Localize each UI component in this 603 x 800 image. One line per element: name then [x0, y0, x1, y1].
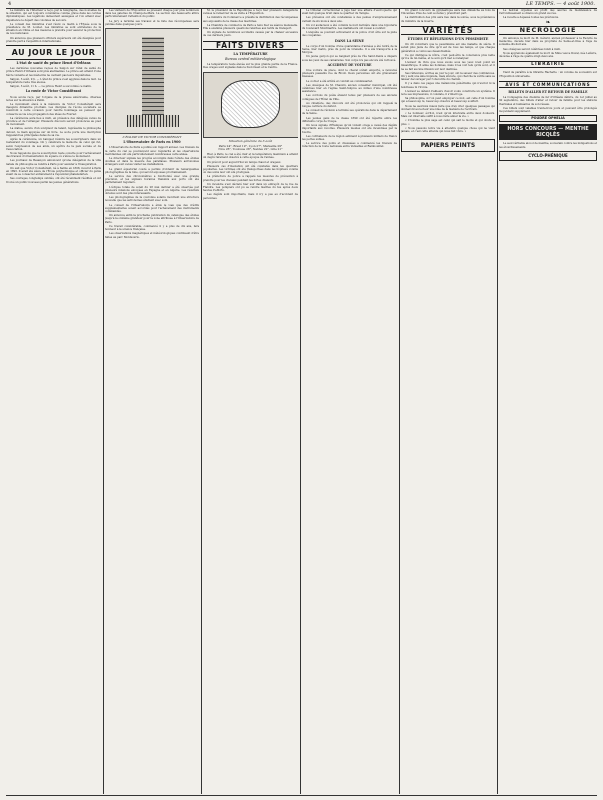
- section-title-faits-divers: FAITS DIVERS: [203, 41, 298, 50]
- section-title-au-jour-le-jour: AU JOUR LE JOUR: [6, 45, 101, 60]
- section-title-varietes: VARIÉTÉS: [401, 26, 495, 35]
- subheading-billets: BILLETS D'ALLER ET RETOUR DE FAMILLE: [508, 90, 588, 95]
- monument-illustration: [105, 28, 199, 134]
- temperature-row: Nice 26°, Toulouse 28°, Nantes 22°, Lille 21°: [218, 147, 283, 152]
- subheading-bureau-meteo: Bureau central météorologique: [225, 57, 276, 62]
- map-caption: Situation générale du 3 août: [228, 138, 273, 143]
- ad-menthe-ricqles: HORS CONCOURS — MENTHE RICQLÈS: [499, 124, 597, 140]
- column-5: Un grand concours de gymnastique aura lieu dimanche au bois de Vincennes. Plus de cent sociétés y prendront part. La distribution des prix aura lieu dans la soirée, sous la présidence du ministre de la Guerre. VARIÉTÉS ÉTUDES ET RÉFLEXIONS D'UN PESSIMISTE On dit volontiers que le pessimisme est une maladie du siècle. Il serait plus juste de dire qu'il est de tous les temps, et que chaque génération a connu ses désenchantés. Ce qui distingue le nôtre, c'est peut-être la conscience plus nette qu'il a de lui-même, et le soin qu'il met à s'analyser. L'auteur du livre que nous avons sous les yeux n'est point un misanthrope. Il aime les hommes, mais il les voit tels qu'ils sont, et il ne se fait aucune illusion sur leur destinée. Ses réflexions, écrites au jour le jour, ont la saveur des confidences. On y sent une âme inquiète, mais sincère, qui cherche la vérité sans se laisser décourager par l'obscurité du chemin. Il y a dans ces pages une mélancolie pénétrante qui n'exclut ni la tendresse ni l'ironie. L'auteur se défend d'ailleurs d'avoir voulu construire un système. Il note ses impressions, il constate, il s'interroge. Sa philosophie, si l'on peut employer ce mot, est celle d'un homme qui a beaucoup lu, beaucoup observé et beaucoup souffert. Nous ne saurions mieux faire que d'en citer quelques passages qui donneront au lecteur une idée de la manière de l'écrivain. « Le bonheur, écrit-il, n'est qu'un intervalle entre deux douleurs. Mais cet intervalle suffit à nous faire aimer la vie. » « L'homme le plus sage est celui qui sait le moins et qui doute le plus. » « Nous passons notre vie à attendre quelque chose qui ne vient jamais, et c'est cette attente qui nous fait vivre. » PAPIERS PEINTS: [401, 9, 495, 794]
- column-3: M. le président de la République a reçu hier plusieurs délégations venues le remercier de sa visite à l'Exposition. Le ministre du Commerce a présidé la distribution des récompenses aux exposants de la classe des machines. La Chambre de commerce de Paris a tenu hier sa séance mensuelle. Elle a examiné plusieurs questions relatives aux tarifs de transport. On signale de nombreux accidents causés par la chaleur excessive de ces derniers jours. FAITS DIVERS LA TEMPÉRATURE Bureau central météorologique La température reste élevée sur la plus grande partie de la France. Des orages sont signalés dans le Sud-Ouest et le Centre. Situation générale du 3 août Paris 24°, Brest 19°, Lyon 27°, Marseille 29° Nice 26°, Toulouse 28°, Nantes 22°, Lille 21° Hier, à Paris, le ciel a été clair et la température maximum a atteint un degré rarement observé à cette époque de l'année. On prévoit pour aujourd'hui un temps chaud et orageux. Plusieurs cas d'insolation ont été constatés dans les quartiers populaires. Les victimes ont été transportées dans les hôpitaux voisins où des soins leur ont été prodigués. La préfecture de police a rappelé les mesures de précaution à prendre pour les chevaux pendant les fortes chaleurs. Un incendie s'est déclaré hier soir dans un entrepôt de la rue de Flandre. Les pompiers ont pu se rendre maîtres du feu après deux heures d'efforts. Les dégâts sont importants, mais il n'y a pas eu d'accident de personnes.: [203, 9, 298, 200]
- column-rule: [103, 9, 104, 794]
- column-rule: [300, 9, 301, 794]
- weather-map: [203, 72, 298, 138]
- column-1: Le ministre de l'Intérieur a reçu, par le télégraphe, des nouvelles de la situation, qui est toujours considérée comme grave dans les cercles diplomatiques. Les légations demeurent assiégées et l'on attend avec impatience le départ des colonnes de secours. Le conseil des ministres s'est réuni ce matin à l'Élysée sous la présidence de M. Loubet. Les ministres se sont entretenus de la situation en Chine et des mesures à prendre pour assurer la protection de nos nationaux. On annonce que plusieurs officiers supérieurs ont été désignés pour prendre part à l'expédition internationale. AU JOUR LE JOUR L'état de santé du prince Henri d'Orléans Les dernières nouvelles reçues de Saïgon sur l'état de santé du prince Henri d'Orléans sont plus alarmantes. Le prince est atteint d'une fièvre violente et les médecins ne cachent pas leurs inquiétudes. Saïgon, 3 août, 9 h. — L'état du prince s'est aggravé dans la nuit. La température reste très élevée. Saïgon, 3 août, 11 h. — Le prince Henri a succombé ce matin. La route de Victor Considérant Nous avons reçu, par l'organe de la presse américaine, diverses notes sur la situation à Pékin. Le monument élevé à la mémoire de Victor Considérant sera inauguré dimanche prochain. Les disciples de l'école sociétaire se réuniront à cette occasion pour rendre hommage au penseur qui consacra sa vie à la propagation des idées de Fourier. La cérémonie aura lieu à midi, en présence des délégués venus de province et de l'étranger. Plusieurs discours seront prononcés au pied du monument. La statue, œuvre d'un sculpteur de talent, représente le philosophe debout, la main appuyée sur un livre. Le socle porte une inscription rappelant les principales dates de sa vie. Après la cérémonie, un banquet réunira les souscripteurs dans un restaurant du voisinage. On y célébrera la mémoire de celui qui fut, selon l'expression de ses amis, un apôtre de la paix sociale et de l'association. Nous rappelons que la souscription reste ouverte pour l'achèvement des travaux d'ornementation du square où s'élève le monument. Les journaux de Besançon annoncent qu'une délégation de la ville natale du philosophe se rendra à Paris pour assister à l'inauguration. On sait que Victor Considérant, né à Salins en 1808, mourut à Paris en 1893. Il avait été élève de l'École polytechnique et officier du génie avant de se consacrer entièrement à l'apostolat phalanstérien. Ses ouvrages, longtemps oubliés, ont été récemment réédités et ont trouvé un public nouveau parmi les jeunes générations.: [6, 9, 101, 184]
- temperature-row: Paris 24°, Brest 19°, Lyon 27°, Marseille 29°: [218, 143, 283, 148]
- subheading-prince-henri: L'état de santé du prince Henri d'Orléans: [16, 61, 91, 66]
- subheading-victor-considerant: La route de Victor Considérant: [25, 89, 82, 94]
- ad-poudre-ophelia: POUDRE OPHELIA: [499, 115, 597, 122]
- section-title-necrologie: NÉCROLOGIE: [499, 26, 597, 35]
- footer-rule: [6, 795, 597, 796]
- section-title-avis: AVIS ET COMMUNICATIONS: [499, 81, 597, 88]
- ad-papiers-peints: PAPIERS PEINTS: [401, 139, 495, 152]
- column-rule: [497, 9, 498, 794]
- column-6: Le festival organisé au profit des œuvres de bienfaisance de l'arrondissement a obtenu un grand succès. La recette a dépassé toutes les prévisions. ❧ NÉCROLOGIE On annonce la mort de M. Gérard, ancien professeur à la Faculté de médecine, décédé hier dans sa propriété de Seine-et-Oise à l'âge de soixante-dix-huit ans. Ses obsèques seront célébrées lundi à midi. Nous apprenons également la mort de Mme veuve Duval, née Lefèvre, décédée à l'âge de quatre-vingt-deux ans. LIBRAIRIE Vient de paraître à la librairie Hachette : un volume de souvenirs sur l'Exposition universelle. AVIS ET COMMUNICATIONS BILLETS D'ALLER ET RETOUR DE FAMILLE La Compagnie des chemins de fer d'Orléans délivre, du 1er juillet au 30 septembre, des billets d'aller et retour de famille pour les stations thermales et balnéaires de son réseau. Ces billets sont valables trente-trois jours et peuvent être prolongés moyennant supplément. POUDRE OPHELIA HORS CONCOURS — MENTHE RICQLÈS Le seul véritable alcool de menthe, souverain contre les indigestions et les étourdissements. CYCLO-PHÉNIQUE: [499, 9, 597, 794]
- subheading-pessimiste: ÉTUDES ET RÉFLEXIONS D'UN PESSIMISTE: [407, 37, 489, 42]
- temperature-table: [203, 145, 298, 151]
- paper-title: LE TEMPS. — 4 août 1900.: [526, 1, 595, 7]
- column-4: Le tribunal correctionnel a jugé hier une affaire d'escroquerie qui avait fait quelque bruit dans le quartier du Temple. Les prévenus ont été condamnés à des peines d'emprisonnement variant de six mois à deux ans. Un vol audacieux a été commis la nuit dernière dans une bijouterie du boulevard Montmartre. Les malfaiteurs ont réussi à s'enfuir. L'enquête se poursuit activement et la police croit être sur la piste des coupables. DANS LA SEINE Le corps d'un homme d'une quarantaine d'années a été retiré de la Seine, hier matin, près du pont de Grenelle. Il a été transporté à la Morgue. Un jeune garçon qui se baignait près de l'île Saint-Denis a disparu sous les yeux de ses camarades. Son corps n'a pas encore été retrouvé. ACCIDENT DE VOITURE Une voiture de place, dont le cheval s'était emporté, a renversé plusieurs passants rue de Rivoli. Deux personnes ont été grièvement blessées. Le cocher a été arrêté et conduit au commissariat. Les obsèques de M. Chauvin, ancien conseiller municipal, ont été célébrées hier en l'église Saint-Sulpice au milieu d'une nombreuse assistance. Les cordons du poêle étaient tenus par plusieurs de ses anciens collègues de l'Hôtel de Ville. Au cimetière, des discours ont été prononcés qui ont rappelé la longue carrière du défunt. Le conseil de révision a terminé ses opérations dans le département de la Seine. Les jeunes gens de la classe 1899 ont été répartis entre les différents corps de troupe. On nous signale d'Étampes qu'un violent orage a causé des dégâts importants aux récoltes. Plusieurs meules ont été incendiées par la foudre. Les cultivateurs de la région estiment à plusieurs milliers de francs les pertes subies. Le service des ponts et chaussées a commencé les travaux de réfection de la route nationale entre Versailles et Rambouillet.: [302, 9, 397, 149]
- section-title-librairie: LIBRAIRIE: [499, 61, 597, 68]
- subheading-dans-la-seine: DANS LA SEINE: [335, 38, 364, 43]
- image-caption: L'ÉGLISE DE VICTOR CONSIDÉRANT: [122, 135, 182, 140]
- page-number: 4: [8, 1, 12, 7]
- column-rule: [201, 9, 202, 794]
- subheading-observatoire: L'Observatoire de Paris en 1900: [123, 140, 181, 145]
- subheading-accident: ACCIDENT DE VOITURE: [327, 62, 372, 67]
- page-header: [0, 0, 603, 8]
- ornament-icon: ❧: [545, 18, 551, 26]
- column-rule: [399, 9, 400, 794]
- column-2: Les visiteurs de l'Exposition se pressent chaque jour plus nombreux dans les galeries du Champ-de-Mars. La section des beaux-arts attire particulièrement l'attention du public. Le jury a terminé ses travaux et la liste des récompenses sera publiée dans quelques jours. L'ÉGLISE DE VICTOR CONSIDÉRANT L'Observatoire de Paris en 1900 L'Observatoire de Paris a publié son rapport annuel. Les travaux de la carte du ciel se poursuivent avec régularité et les observations méridiennes ont été particulièrement nombreuses cette année. Le directeur signale les progrès accomplis dans l'étude des étoiles doubles et dans la mesure des parallaxes. Plusieurs astronomes étrangers sont venus visiter les installations. Le grand équatorial coudé a permis d'obtenir de remarquables photographies de la lune, qui seront exposées prochainement. Le service des chronomètres a fonctionné avec une grande précision, et les signaux horaires transmis aux ports ont été parfaitement réguliers. L'éclipse totale de soleil du 28 mai dernier a été observée par plusieurs missions envoyées en Espagne et en Algérie. Les résultats obtenus sont des plus intéressants. Les photographies de la couronne solaire montrent une structure nouvelle que les astronomes étudient avec soin. Le conseil de l'Observatoire a émis le vœu que des crédits supplémentaires soient accordés pour l'achèvement des instruments commandés. On annonce enfin la prochaine publication du catalogue des étoiles jusqu'à la onzième grandeur pour la zone attribuée à l'Observatoire de Paris. Ce travail considérable, commencé il y a plus de dix ans, fera honneur à la science française. Les observations magnétiques et météorologiques continuent d'être faites au parc Montsouris.: [105, 9, 199, 239]
- subheading-temperature: LA TEMPÉRATURE: [233, 51, 268, 56]
- ad-cyclo-phenique: CYCLO-PHÉNIQUE: [499, 151, 597, 161]
- teaser-text: Nous avons reçu, par l'organe de la presse américaine, diverses notes sur la situation à Pékin.: [6, 95, 101, 102]
